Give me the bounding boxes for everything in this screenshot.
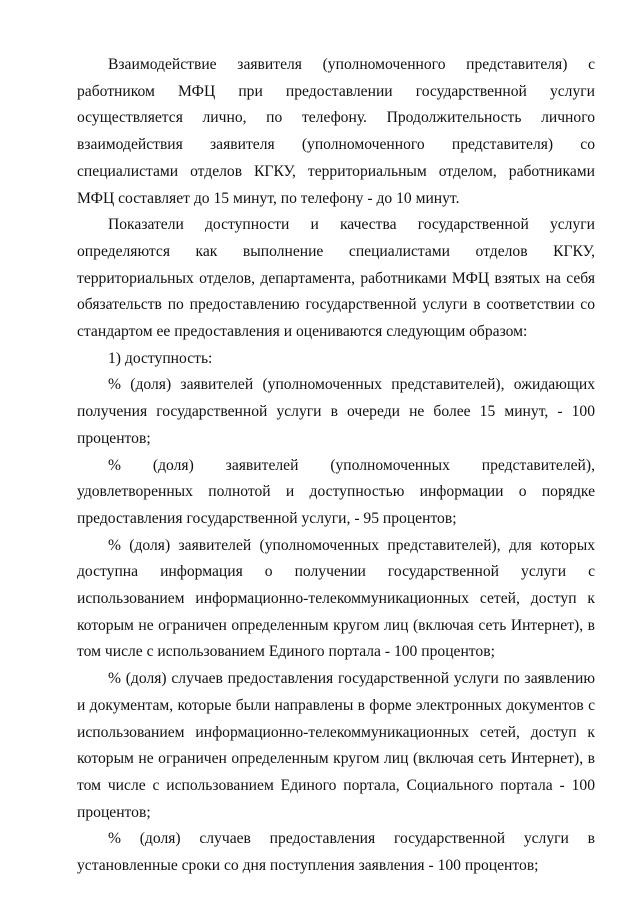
document-page (77, 52, 595, 880)
paragraph-on-time-share: % (доля) случаев предоставления государственной услуги в установленные сроки со дня поступления заявления - 100 процентов; (77, 830, 595, 875)
paragraph-queue-wait-share: % (доля) заявителей (уполномоченных представителей), ожидающих получения государственной услуги в очереди не более 15 минут, - 100 процентов; (77, 376, 595, 447)
paragraph-quality-indicators: Показатели доступности и качества государственной услуги определяются как выполнение специалистами отделов КГКУ, территориальных отделов, департамента, работниками МФЦ взятых на себя обязательств по предоставлению государственной услуги в соответствии со стандартом ее предоставления и оцениваются следующим образом: (77, 216, 595, 341)
paragraph-accessibility-heading: 1) доступность: (108, 349, 213, 367)
paragraph-information-satisfaction-share: % (доля) заявителей (уполномоченных представителей), удовлетворенных полнотой и доступностью информации о порядке предоставления государственной услуги, - 95 процентов; (77, 456, 595, 527)
paragraph-interaction-rules: Взаимодействие заявителя (уполномоченного представителя) с работником МФЦ при предоставлении государственной услуги осуществляется лично, по телефону. Продолжительность личного взаимодействия заявителя (уполномоченного представителя) со специалистами отделов КГКУ, территориальным отделом, работниками МФЦ составляет до 15 минут, по телефону - до 10 минут. (77, 56, 595, 207)
paragraph-online-info-access-share: % (доля) заявителей (уполномоченных представителей), для которых доступна информация о получении государственной услуги с использованием информационно-телекоммуникационных сетей, доступ к которым не ограничен определенным кругом лиц (включая сеть Интернет), в том числе с использованием Единого портала - 100 процентов; (77, 536, 595, 661)
paragraph-electronic-documents-share: % (доля) случаев предоставления государственной услуги по заявлению и документам, которые были направлены в форме электронных документов с использованием информационно-телекоммуникационных сетей, доступ к которым не ограничен определенным кругом лиц (включая сеть Интернет), в том числе с использованием Единого портала, Социального портала - 100 процентов; (77, 670, 595, 821)
